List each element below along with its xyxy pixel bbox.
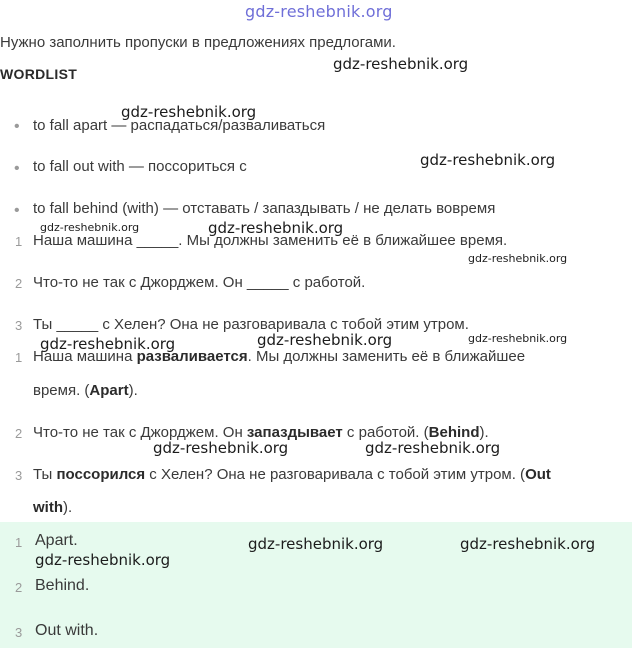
solution-number: 2 — [15, 426, 23, 441]
watermark: gdz-reshebnik.org — [35, 551, 171, 569]
exercise-number: 2 — [15, 276, 23, 291]
exercise-sentence: Ты _____ с Хелен? Она не разговаривала с тобой этим утром. — [33, 316, 469, 333]
watermark: gdz-reshebnik.org — [121, 103, 257, 121]
solution-number: 1 — [15, 350, 23, 365]
solution-sentence: Наша машина разваливается. Мы должны заменить её в ближайшее — [33, 348, 526, 365]
watermark: gdz-reshebnik.org — [468, 252, 568, 265]
wordlist-item: to fall out with — поссориться с — [33, 158, 247, 175]
intro-text: Нужно заполнить пропуски в предложениях предлогами. — [0, 34, 396, 51]
answer-text: Out with. — [35, 622, 99, 639]
bullet-icon: • — [14, 118, 20, 135]
answer-text: Behind. — [35, 577, 90, 594]
bullet-icon: • — [14, 160, 20, 177]
solution-sentence-cont: with). — [33, 499, 73, 516]
answer-number: 2 — [15, 580, 23, 595]
solution-sentence: Что-то не так с Джорджем. Он запаздывает с работой. (Behind). — [33, 424, 489, 441]
watermark: gdz-reshebnik.org — [468, 332, 568, 345]
watermark: gdz-reshebnik.org — [460, 535, 596, 553]
watermark: gdz-reshebnik.org — [248, 535, 384, 553]
bullet-icon: • — [14, 202, 20, 219]
watermark: gdz-reshebnik.org — [40, 221, 140, 234]
exercise-sentence: Что-то не так с Джорджем. Он _____ с работой. — [33, 274, 366, 291]
wordlist-item: to fall behind (with) — отставать / запаздывать / не делать вовремя — [33, 200, 496, 217]
solution-sentence-cont: время. (Apart). — [33, 382, 138, 399]
answer-text: Apart. — [35, 532, 78, 549]
solution-number: 3 — [15, 468, 23, 483]
watermark: gdz-reshebnik.org — [257, 331, 393, 349]
wordlist-title: WORDLIST — [0, 66, 78, 82]
exercise-number: 3 — [15, 318, 23, 333]
watermark: gdz-reshebnik.org — [153, 439, 289, 457]
watermark: gdz-reshebnik.org — [420, 151, 556, 169]
watermark: gdz-reshebnik.org — [40, 335, 176, 353]
wordlist-item: to fall apart — распадаться/разваливаться — [33, 117, 326, 134]
watermark: gdz-reshebnik.org — [365, 439, 501, 457]
answer-number: 1 — [15, 535, 23, 550]
exercise-number: 1 — [15, 234, 23, 249]
watermark: gdz-reshebnik.org — [208, 219, 344, 237]
exercise-sentence: Наша машина _____. Мы должны заменить её в ближайшее время. — [33, 232, 508, 249]
solution-sentence: Ты поссорился с Хелен? Она не разговаривала с тобой этим утром. (Out — [33, 466, 551, 483]
site-logo[interactable]: gdz-reshebnik.org — [245, 2, 393, 21]
answer-number: 3 — [15, 625, 23, 640]
watermark: gdz-reshebnik.org — [333, 55, 469, 73]
